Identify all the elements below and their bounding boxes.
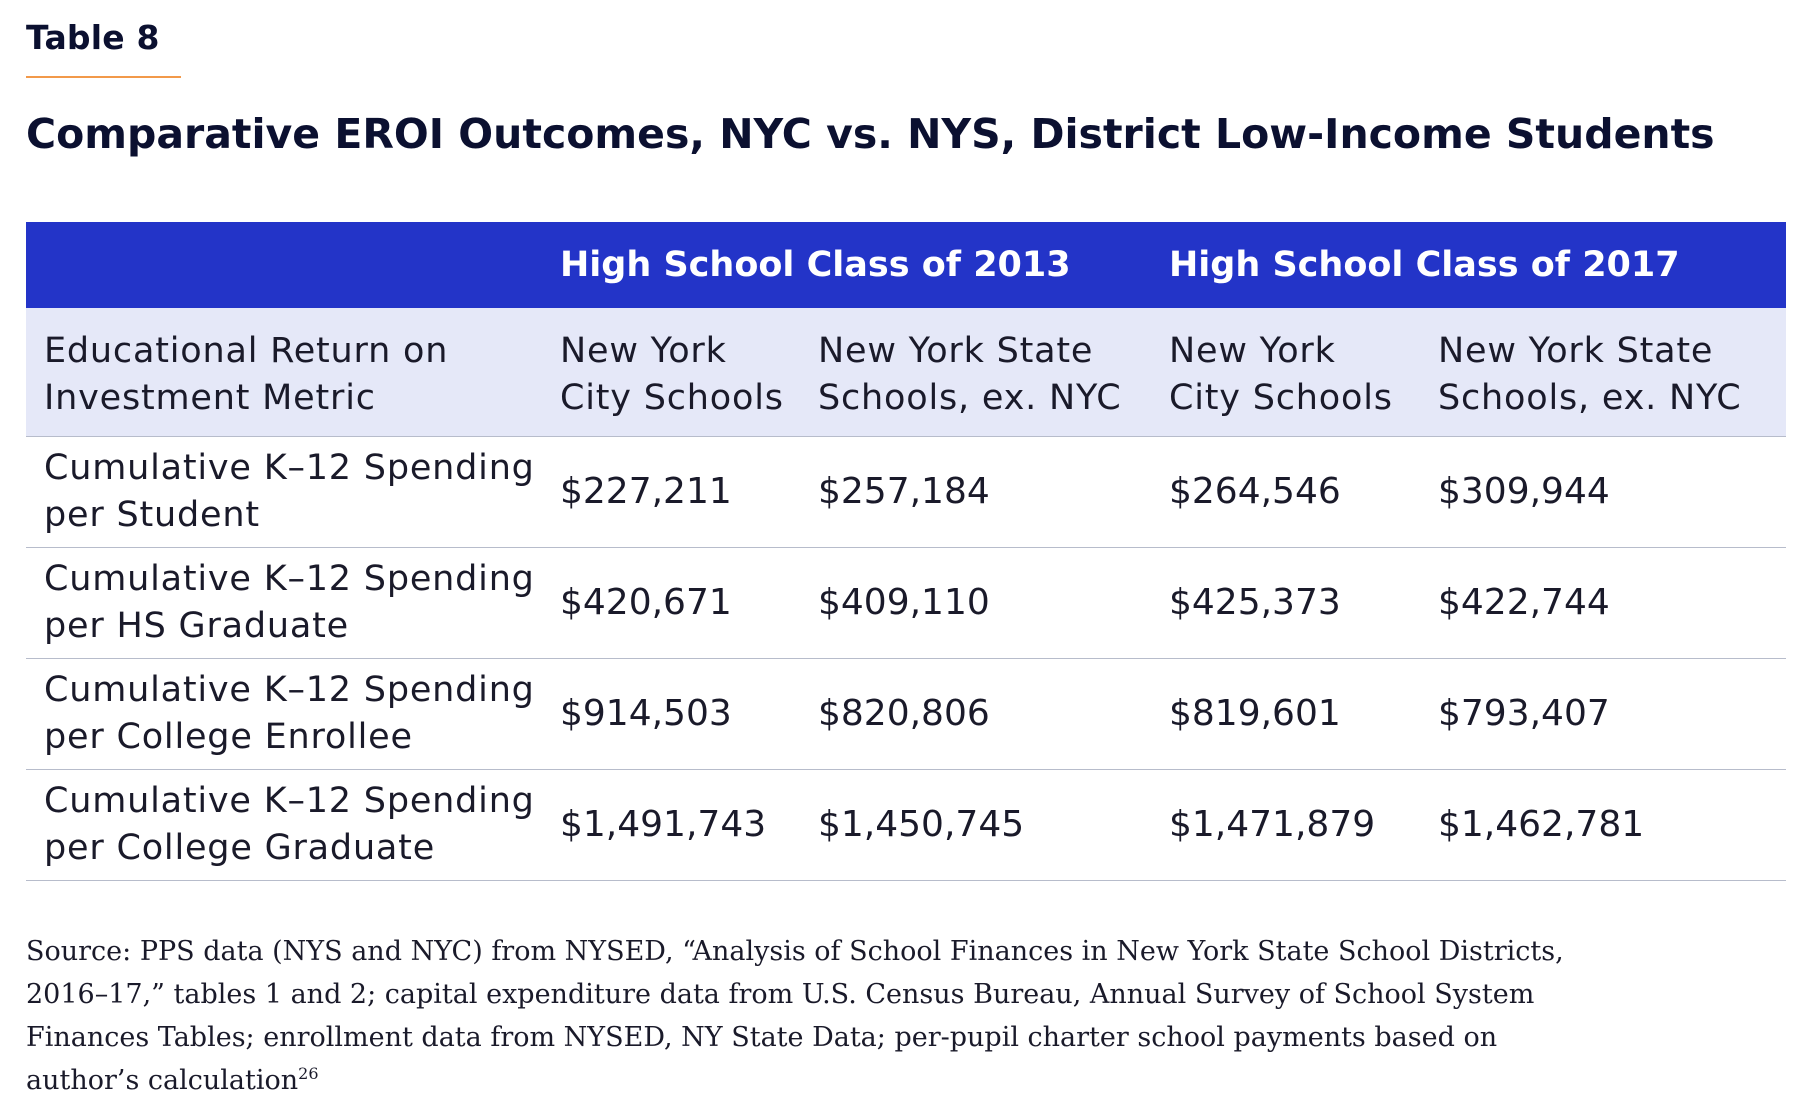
table-cell: $1,491,743 [560,804,767,845]
row-label: Cumulative K–12 Spending per College Enrollee [44,670,535,757]
table-row [26,770,1786,881]
source-note [26,930,1586,1102]
column-header-2013-nyc: New York City Schools [560,331,784,418]
table-cell: $409,110 [818,582,990,623]
table-label-rule [26,76,181,78]
table-label: Table 8 [26,18,160,57]
table-cell: $820,806 [818,693,990,734]
source-text: Source: PPS data (NYS and NYC) from NYSED, “Analysis of School Finances in New York State School Districts, 2016–17,” tables 1 and 2; capital expenditure data from U.S. Census Bureau, Annual Survey of School System Finances Tables; enrollment data from NYSED, NY State Data; per-pupil charter school payments based on author’s calculation [26,936,1564,1096]
column-header-row [26,308,1786,437]
table-row [26,659,1786,770]
table-row [26,548,1786,659]
column-header-metric: Educational Return on Investment Metric [44,331,449,418]
table-title: Comparative EROI Outcomes, NYC vs. NYS, District Low-Income Students [26,110,1715,158]
table-cell: $425,373 [1169,582,1341,623]
table-cell: $227,211 [560,471,732,512]
table-cell: $257,184 [818,471,990,512]
footnote-marker: 26 [298,1064,319,1083]
group-header-row [26,222,1786,308]
table-cell: $264,546 [1169,471,1341,512]
table-cell: $914,503 [560,693,732,734]
table-cell: $309,944 [1438,471,1610,512]
table-cell: $1,462,781 [1438,804,1645,845]
column-header-2017-nyc: New York City Schools [1169,331,1393,418]
table-cell: $1,450,745 [818,804,1025,845]
row-label: Cumulative K–12 Spending per Student [44,448,535,535]
table-cell: $1,471,879 [1169,804,1376,845]
table-cell: $793,407 [1438,693,1610,734]
row-label: Cumulative K–12 Spending per College Graduate [44,781,535,868]
table-row [26,437,1786,548]
group-header-2017: High School Class of 2017 [1169,245,1680,285]
data-table [26,222,1786,881]
column-header-2013-nys: New York State Schools, ex. NYC [818,331,1122,418]
table-cell: $420,671 [560,582,732,623]
row-label: Cumulative K–12 Spending per HS Graduate [44,559,535,646]
table-cell: $422,744 [1438,582,1610,623]
group-header-2013: High School Class of 2013 [560,245,1071,285]
table-cell: $819,601 [1169,693,1341,734]
column-header-2017-nys: New York State Schools, ex. NYC [1438,331,1742,418]
